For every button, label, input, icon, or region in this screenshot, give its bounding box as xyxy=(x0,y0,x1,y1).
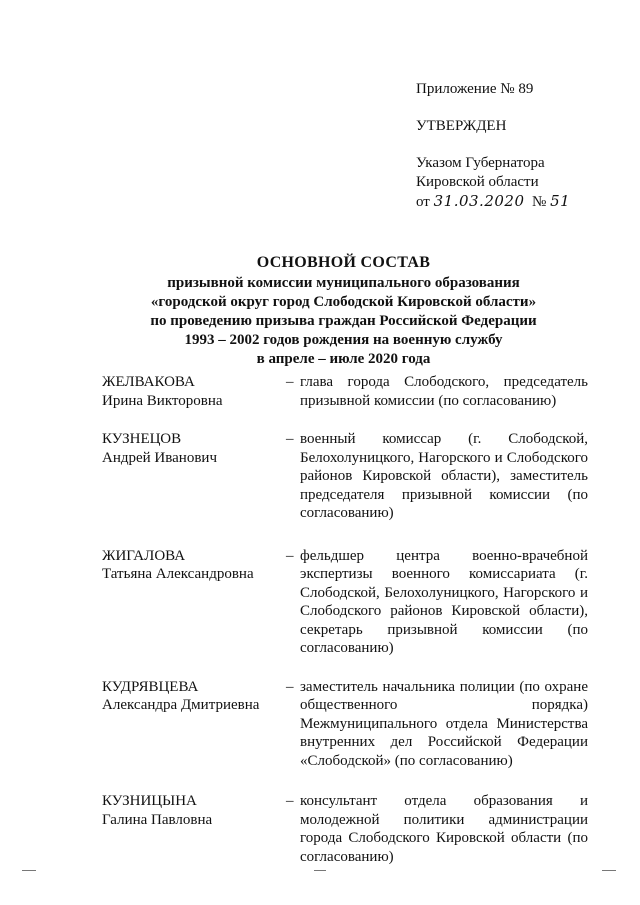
heading-line-5: в апреле – июле 2020 года xyxy=(256,351,431,367)
heading-line-2: «городской округ город Слободской Кировской области» xyxy=(150,294,537,310)
decree-line-2: Кировской области xyxy=(416,174,539,190)
member-surname: ЖИГАЛОВА xyxy=(102,547,186,564)
member-surname: КУЗНЕЦОВ xyxy=(102,431,182,447)
member-surname: ЖЕЛВАКОВА xyxy=(102,374,195,390)
members-list xyxy=(102,373,588,866)
member-names xyxy=(102,792,286,829)
heading-line-3: по проведению призыва граждан Российской Федерации xyxy=(150,313,537,329)
member-names xyxy=(102,373,286,410)
from-label: от xyxy=(416,194,430,210)
heading-line-1: призывной комиссии муниципального образования xyxy=(167,275,520,291)
member-given-name: Ирина Викторовна xyxy=(102,392,223,409)
member-given-name: Галина Павловна xyxy=(102,811,213,828)
scan-artifact-left xyxy=(22,870,36,871)
member-surname: КУДРЯВЦЕВА xyxy=(102,678,199,695)
member-entry xyxy=(102,430,588,523)
member-role: глава города Слободского, председатель призывной комиссии (по согласованию) xyxy=(300,374,588,409)
member-entry xyxy=(102,373,588,410)
member-entry xyxy=(102,792,588,866)
member-dash: – xyxy=(286,431,294,447)
member-given-name: Александра Дмитриевна xyxy=(102,697,260,713)
member-role: фельдшер центра военно-врачебной экспертизы военного комиссариата (г. Слободской, Белохолуницкого, Нагорского и Слободского районов Кировской области), секретарь призывной комиссии (по согласованию) xyxy=(300,547,588,656)
document-heading xyxy=(100,252,587,369)
handwritten-date: 31.03.2020 xyxy=(433,192,525,210)
number-label: № xyxy=(532,194,547,210)
document-title: ОСНОВНОЙ СОСТАВ xyxy=(256,254,431,271)
decree-line-1: Указом Губернатора xyxy=(416,155,545,171)
approved-label: УТВЕРЖДЕН xyxy=(416,118,507,134)
member-names xyxy=(102,547,286,584)
member-entry xyxy=(102,547,588,658)
member-names xyxy=(102,678,286,715)
member-surname: КУЗНИЦЫНА xyxy=(102,793,197,809)
member-names xyxy=(102,430,286,467)
member-entry xyxy=(102,678,588,771)
member-dash: – xyxy=(286,547,294,564)
member-given-name: Татьяна Александровна xyxy=(102,566,254,582)
scan-artifact-right xyxy=(602,870,616,871)
decree-date-line xyxy=(416,192,616,212)
approval-block xyxy=(416,80,616,212)
member-role: консультант отдела образования и молодежной политики администрации города Слободского Кировской области (по согласованию) xyxy=(300,793,588,865)
member-dash: – xyxy=(286,793,294,809)
member-given-name: Андрей Иванович xyxy=(102,449,217,466)
member-dash: – xyxy=(286,678,294,695)
handwritten-number: 51 xyxy=(550,192,571,210)
member-role: военный комиссар (г. Слободской, Белохолуницкого, Нагорского и Слободского районов Кировской области), заместитель председателя призывной комиссии (по согласованию) xyxy=(300,431,588,521)
member-role: заместитель начальника полиции (по охране общественного порядка) Межмуниципального отдела Министерства внутренних дел Российской Федерации «Слободской» (по согласованию) xyxy=(300,678,588,769)
member-dash: – xyxy=(286,374,294,390)
appendix-number: Приложение № 89 xyxy=(416,81,534,97)
heading-line-4: 1993 – 2002 годов рождения на военную службу xyxy=(184,332,503,348)
scan-artifact-center xyxy=(314,870,326,871)
